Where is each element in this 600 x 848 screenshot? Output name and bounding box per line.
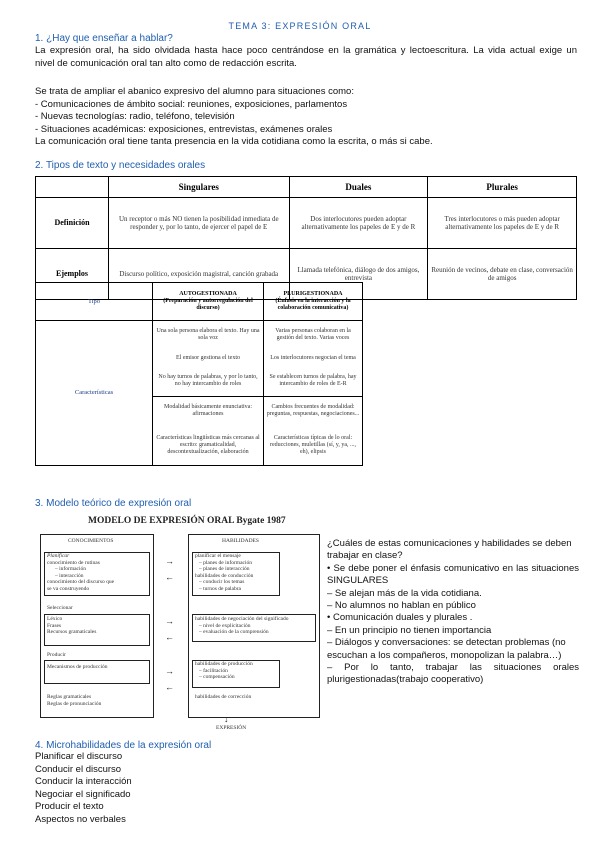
block-line: – interacción (55, 572, 84, 579)
list-item: - Nuevas tecnologías: radio, teléfono, televisión (35, 111, 235, 122)
section-3-side-text (327, 538, 579, 687)
block-line: – evaluación de la comprensión (199, 629, 269, 635)
block-line: – conducir los temas (199, 579, 245, 585)
table-cell: Se establecen turnos de palabra, hay intercambio de roles de E-R (264, 367, 363, 396)
skills-header: HABILIDADES (222, 538, 259, 544)
block-line: – turnos de palabra (199, 585, 241, 592)
side-line: – Se alejan más de la vida cotidiana. (327, 587, 482, 599)
list-item: Se trata de ampliar el abanico expresivo del alumno para situaciones como: (35, 86, 354, 97)
list-item: Conducir el discurso (35, 763, 122, 775)
intro-line: nivel de comunicación oral tan alto como de redacción escrita. (35, 57, 297, 69)
table-header-cell: Plurales (428, 177, 577, 198)
list-item: Producir el texto (35, 801, 104, 813)
table-header-cell: Tipo (36, 283, 153, 321)
side-line: – No alumnos no hablan en público (327, 600, 476, 612)
arrow-left-icon: ← (165, 632, 174, 642)
block-line: – compensación (199, 674, 235, 680)
list-item: - Situaciones académicas: exposiciones, entrevistas, exámenes orales (35, 123, 333, 135)
block-line: conocimiento del discurso que (47, 579, 115, 585)
block-line: – nivel de explicitación (199, 622, 251, 629)
table-cell: Características lingüísticas más cercanas al escrito: gramaticalidad, descontextualización, elaboración (153, 425, 264, 465)
microskills-list (35, 751, 132, 827)
block-line: Recursos gramaticales (47, 629, 97, 635)
list-item: Negociar el significado (35, 788, 131, 800)
block-line: Planificar (47, 553, 70, 559)
intro-line: La expresión oral, ha sido olvidada hasta hace poco centrándose en la gramática y lectoescritura. La vida actual exige un (35, 45, 577, 56)
produce-knowledge-label: Producir (47, 652, 66, 658)
table-cell: Reunión de vecinos, debate en clase, conversación de amigos (428, 249, 577, 300)
section-3-heading: 3. Modelo teórico de expresión oral (35, 498, 192, 509)
management-table (35, 282, 363, 466)
pronunciation-rules: Reglas de pronunciación (47, 701, 102, 707)
negotiation-skills-text (195, 616, 288, 636)
block-line: Léxico (47, 616, 63, 622)
table-cell: Los interlocutores negocian el tema (264, 350, 363, 367)
block-line: – información (55, 566, 87, 572)
select-knowledge-label: Seleccionar (47, 605, 73, 611)
plan-knowledge-text (47, 553, 114, 592)
correction-skills: habilidades de corrección (195, 694, 252, 700)
select-knowledge-text (47, 616, 96, 636)
arrow-right-icon: → (165, 556, 174, 566)
list-item: Conducir la interacción (35, 776, 132, 788)
side-line: • Se debe poner el énfasis comunicativo en las situaciones (327, 562, 579, 574)
section-4-heading: 4. Microhabilidades de la expresión oral (35, 740, 212, 751)
table-cell: Discurso político, exposición magistral, canción grabada (109, 249, 290, 300)
arrow-right-icon: → (165, 616, 174, 626)
block-line: – planes de información (199, 559, 252, 566)
table-header-cell: Singulares (109, 177, 290, 198)
table-row (36, 320, 363, 349)
block-line: – planes de interacción (199, 566, 250, 572)
block-line: habilidades de conducción (195, 572, 254, 579)
table-header-cell: AUTOGESTIONADA (Preparación y autorregulación del discurso) (153, 283, 264, 321)
grammar-rules: Reglas gramaticales (47, 694, 92, 700)
production-mechanisms: Mecanismos de producción (47, 664, 108, 670)
block-line: – facilitación (199, 667, 228, 674)
table-row (36, 198, 577, 249)
side-line: ¿Cuáles de estas comunicaciones y habilidades se deben (327, 538, 572, 549)
table-cell: Modalidad básicamente enunciativa: afirmaciones (153, 396, 264, 425)
arrow-left-icon: ← (165, 572, 174, 582)
table-cell: Características típicas de lo oral: reducciones, muletillas (sí, y, ya, ..., eh), elipsis (264, 425, 363, 465)
section-1-intro (35, 45, 577, 70)
arrow-left-icon: ← (165, 682, 174, 692)
table-cell: El emisor gestiona el texto (153, 350, 264, 367)
side-line: • Comunicación duales y plurales . (327, 612, 473, 624)
list-item: - Comunicaciones de ámbito social: reuniones, exposiciones, parlamentos (35, 98, 348, 110)
table-cell: No hay turnos de palabras, y por lo tanto, no hay intercambio de roles (153, 367, 264, 396)
diagram-title: MODELO DE EXPRESIÓN ORAL Bygate 1987 (88, 516, 286, 526)
table-cell: Varias personas colaboran en la gestión del texto. Varias voces (264, 320, 363, 349)
oral-expression-model-diagram (40, 516, 318, 732)
table-cell: Un receptor o más NO tienen la posibilidad inmediata de responder y, por lo tanto, de ejercer el papel de E (109, 198, 290, 249)
table-header-row (36, 283, 363, 321)
table-header-cell (36, 177, 109, 198)
section-2-heading: 2. Tipos de texto y necesidades orales (35, 160, 206, 171)
block-line: habilidades de producción (195, 661, 253, 667)
arrow-right-icon: → (165, 666, 174, 676)
section-1-heading: 1. ¿Hay que enseñar a hablar? (35, 33, 173, 44)
table-header-cell: Duales (289, 177, 428, 198)
plan-skills-text (195, 553, 253, 592)
side-line: – Diálogos y conversaciones: se detectan problemas (no (327, 637, 566, 649)
page-title: TEMA 3: EXPRESIÓN ORAL (228, 21, 372, 31)
production-skills-text (195, 661, 253, 681)
block-line: Frases (47, 622, 62, 629)
side-line: escuchan a los compañeros, monopolizan la palabra…) (327, 649, 562, 661)
row-label: Definición (36, 198, 109, 249)
table-cell: Dos interlocutores pueden adoptar alternativamente los papeles de E y de R (289, 198, 428, 249)
table-header-row (36, 177, 577, 198)
side-line: SINGULARES (327, 575, 389, 587)
arrow-down-icon: ↓ (224, 714, 229, 724)
section-1-list (35, 86, 433, 149)
table-header-cell: PLURIGESTIONADA (Énfasis en la interacción y la colaboración comunicativa) (264, 283, 363, 321)
list-item: Aspectos no verbales (35, 813, 126, 825)
row-label: Ejemplos (36, 249, 109, 300)
side-line: trabajar en clase? (327, 550, 403, 562)
table-cell: Llamada telefónica, diálogo de dos amigos, entrevista (289, 249, 428, 300)
side-line: – En un principio no tienen importancia (327, 624, 492, 636)
table-cell: Tres interlocutores o más pueden adoptar alternativamente los papeles de E y de R (428, 198, 577, 249)
side-line: plurigestionadas(trabajo cooperativo) (327, 674, 484, 686)
block-line: conocimiento de rutinas (47, 559, 100, 566)
table-cell: Una sola persona elabora el texto. Hay una sola voz (153, 320, 264, 349)
side-line: – Por lo tanto, trabajar las situaciones orales (327, 662, 579, 674)
block-line: se va construyendo (47, 585, 90, 592)
row-label: Características (36, 320, 153, 465)
diagram-footer: EXPRESIÓN (216, 725, 247, 731)
table-cell: Cambios frecuentes de modalidad: preguntas, respuestas, negociaciones... (264, 396, 363, 425)
knowledge-header: CONOCIMIENTOS (68, 538, 114, 544)
block-line: habilidades de negociación del significado (195, 616, 289, 622)
list-item: La comunicación oral tiene tanta presencia en la vida cotidiana como la escrita, o más si cabe. (35, 136, 433, 147)
block-line: planificar el mensaje (195, 553, 241, 559)
list-item: Planificar el discurso (35, 751, 123, 762)
